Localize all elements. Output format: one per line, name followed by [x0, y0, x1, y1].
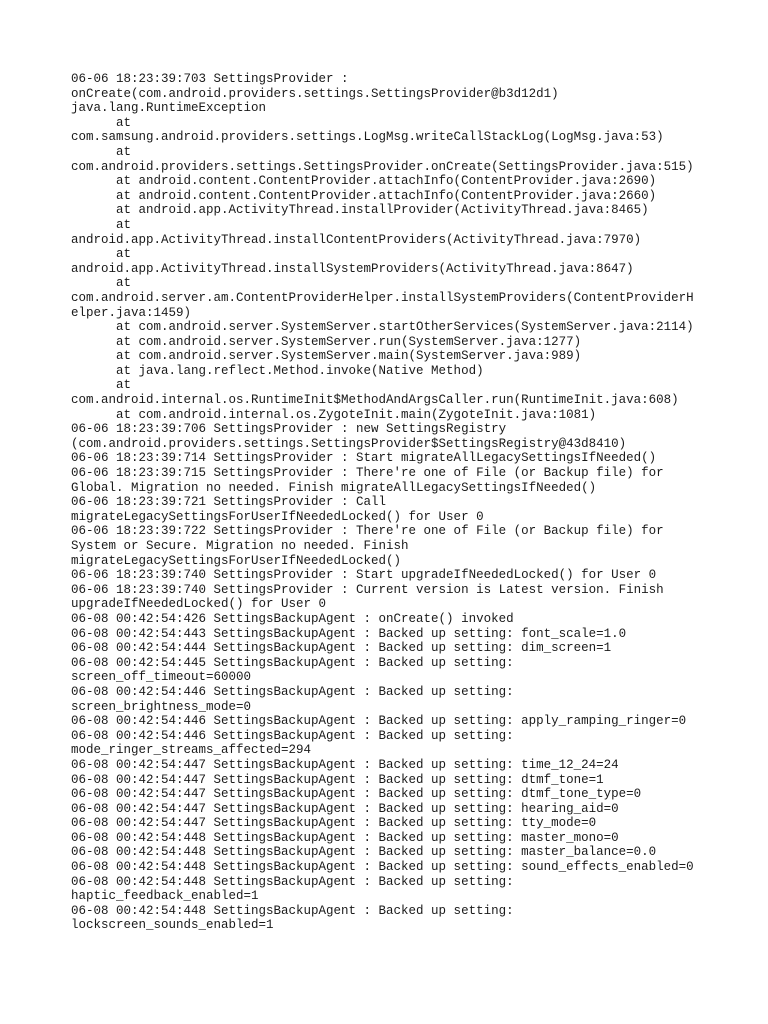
log-line: 06-08 00:42:54:447 SettingsBackupAgent : Backed up setting: dtmf_tone=1: [71, 772, 604, 787]
log-line: at com.android.server.SystemServer.main(SystemServer.java:989): [71, 349, 582, 364]
log-line: at com.android.internal.os.ZygoteInit.main(ZygoteInit.java:1081): [71, 407, 597, 422]
log-line: 06-08 00:42:54:444 SettingsBackupAgent : Backed up setting: dim_screen=1: [71, 641, 612, 656]
log-line: upgradeIfNeededLocked() for User 0: [71, 597, 327, 612]
log-line: screen_off_timeout=60000: [71, 670, 252, 685]
log-line: (com.android.providers.settings.SettingsProvider$SettingsRegistry@43d8410): [71, 436, 627, 451]
log-line: at com.android.server.SystemServer.run(SystemServer.java:1277): [71, 334, 582, 349]
log-line: 06-08 00:42:54:448 SettingsBackupAgent : Backed up setting: sound_effects_enabled=0: [71, 860, 694, 875]
log-line: 06-08 00:42:54:426 SettingsBackupAgent : onCreate() invoked: [71, 611, 514, 626]
log-line: 06-08 00:42:54:445 SettingsBackupAgent : Backed up setting:: [71, 655, 514, 670]
log-line: java.lang.RuntimeException: [71, 101, 267, 116]
log-line: elper.java:1459): [71, 305, 192, 320]
log-line: System or Secure. Migration no needed. Finish: [71, 539, 409, 553]
log-line: 06-06 18:23:39:721 SettingsProvider : Call: [71, 495, 387, 510]
log-line: 06-08 00:42:54:443 SettingsBackupAgent : Backed up setting: font_scale=1.0: [71, 626, 627, 641]
log-line: com.android.internal.os.RuntimeInit$MethodAndArgsCaller.run(RuntimeInit.java:608): [71, 393, 679, 408]
log-line: screen_brightness_mode=0: [71, 699, 252, 714]
log-line: 06-06 18:23:39:715 SettingsProvider : There're one of File (or Backup file) for: [71, 466, 664, 481]
log-line: 06-08 00:42:54:446 SettingsBackupAgent : Backed up setting:: [71, 728, 514, 743]
log-line: mode_ringer_streams_affected=294: [71, 743, 312, 758]
log-line: at: [71, 276, 132, 291]
log-line: onCreate(com.android.providers.settings.SettingsProvider@b3d12d1): [71, 86, 559, 101]
log-text-body: [71, 72, 731, 933]
log-line: 06-08 00:42:54:448 SettingsBackupAgent : Backed up setting:: [71, 874, 514, 889]
log-line: at java.lang.reflect.Method.invoke(Native Method): [71, 363, 484, 378]
log-line: at: [71, 217, 132, 232]
log-line: 06-08 00:42:54:447 SettingsBackupAgent : Backed up setting: time_12_24=24: [71, 757, 619, 772]
log-line: com.android.server.am.ContentProviderHelper.installSystemProviders(ContentProviderH: [71, 290, 694, 305]
log-line: migrateLegacySettingsForUserIfNeededLocked(): [71, 553, 402, 568]
log-line: at android.content.ContentProvider.attachInfo(ContentProvider.java:2690): [71, 174, 657, 189]
log-line: migrateLegacySettingsForUserIfNeededLocked() for User 0: [71, 509, 484, 524]
log-line: android.app.ActivityThread.installSystemProviders(ActivityThread.java:8647): [71, 261, 634, 276]
log-line: lockscreen_sounds_enabled=1: [71, 918, 274, 933]
log-line: 06-06 18:23:39:740 SettingsProvider : Current version is Latest version. Finish: [71, 582, 664, 597]
log-line: haptic_feedback_enabled=1: [71, 889, 259, 904]
log-line: 06-08 00:42:54:446 SettingsBackupAgent : Backed up setting:: [71, 684, 514, 699]
log-line: 06-06 18:23:39:722 SettingsProvider : There're one of File (or Backup file) for: [71, 524, 664, 539]
log-line: 06-08 00:42:54:448 SettingsBackupAgent : Backed up setting: master_balance=0.0: [71, 845, 657, 860]
log-line: 06-08 00:42:54:448 SettingsBackupAgent : Backed up setting:: [71, 903, 514, 918]
log-line: 06-08 00:42:54:447 SettingsBackupAgent : Backed up setting: dtmf_tone_type=0: [71, 787, 642, 802]
log-line: com.samsung.android.providers.settings.LogMsg.writeCallStackLog(LogMsg.java:53): [71, 130, 664, 145]
log-line: at: [71, 378, 132, 393]
log-line: com.android.providers.settings.SettingsProvider.onCreate(SettingsProvider.java:515): [71, 159, 694, 174]
log-line: at android.content.ContentProvider.attachInfo(ContentProvider.java:2660): [71, 188, 657, 203]
log-line: 06-06 18:23:39:703 SettingsProvider :: [71, 72, 349, 86]
log-line: android.app.ActivityThread.installContentProviders(ActivityThread.java:7970): [71, 232, 642, 247]
log-line: 06-08 00:42:54:446 SettingsBackupAgent : Backed up setting: apply_ramping_ringer=0: [71, 714, 687, 729]
log-line: at: [71, 247, 132, 262]
log-line: at: [71, 115, 132, 130]
log-line: at com.android.server.SystemServer.startOtherServices(SystemServer.java:2114): [71, 320, 694, 335]
log-line: 06-08 00:42:54:447 SettingsBackupAgent : Backed up setting: tty_mode=0: [71, 816, 597, 831]
log-line: 06-08 00:42:54:448 SettingsBackupAgent : Backed up setting: master_mono=0: [71, 830, 619, 845]
log-line: 06-06 18:23:39:706 SettingsProvider : new SettingsRegistry: [71, 422, 507, 437]
log-line: Global. Migration no needed. Finish migrateAllLegacySettingsIfNeeded(): [71, 480, 597, 495]
log-line: at: [71, 144, 132, 159]
log-line: 06-06 18:23:39:714 SettingsProvider : Start migrateAllLegacySettingsIfNeeded(): [71, 451, 657, 466]
log-line: 06-06 18:23:39:740 SettingsProvider : Start upgradeIfNeededLocked() for User 0: [71, 568, 657, 583]
log-line: at android.app.ActivityThread.installProvider(ActivityThread.java:8465): [71, 203, 649, 218]
log-line: 06-08 00:42:54:447 SettingsBackupAgent : Backed up setting: hearing_aid=0: [71, 801, 619, 816]
